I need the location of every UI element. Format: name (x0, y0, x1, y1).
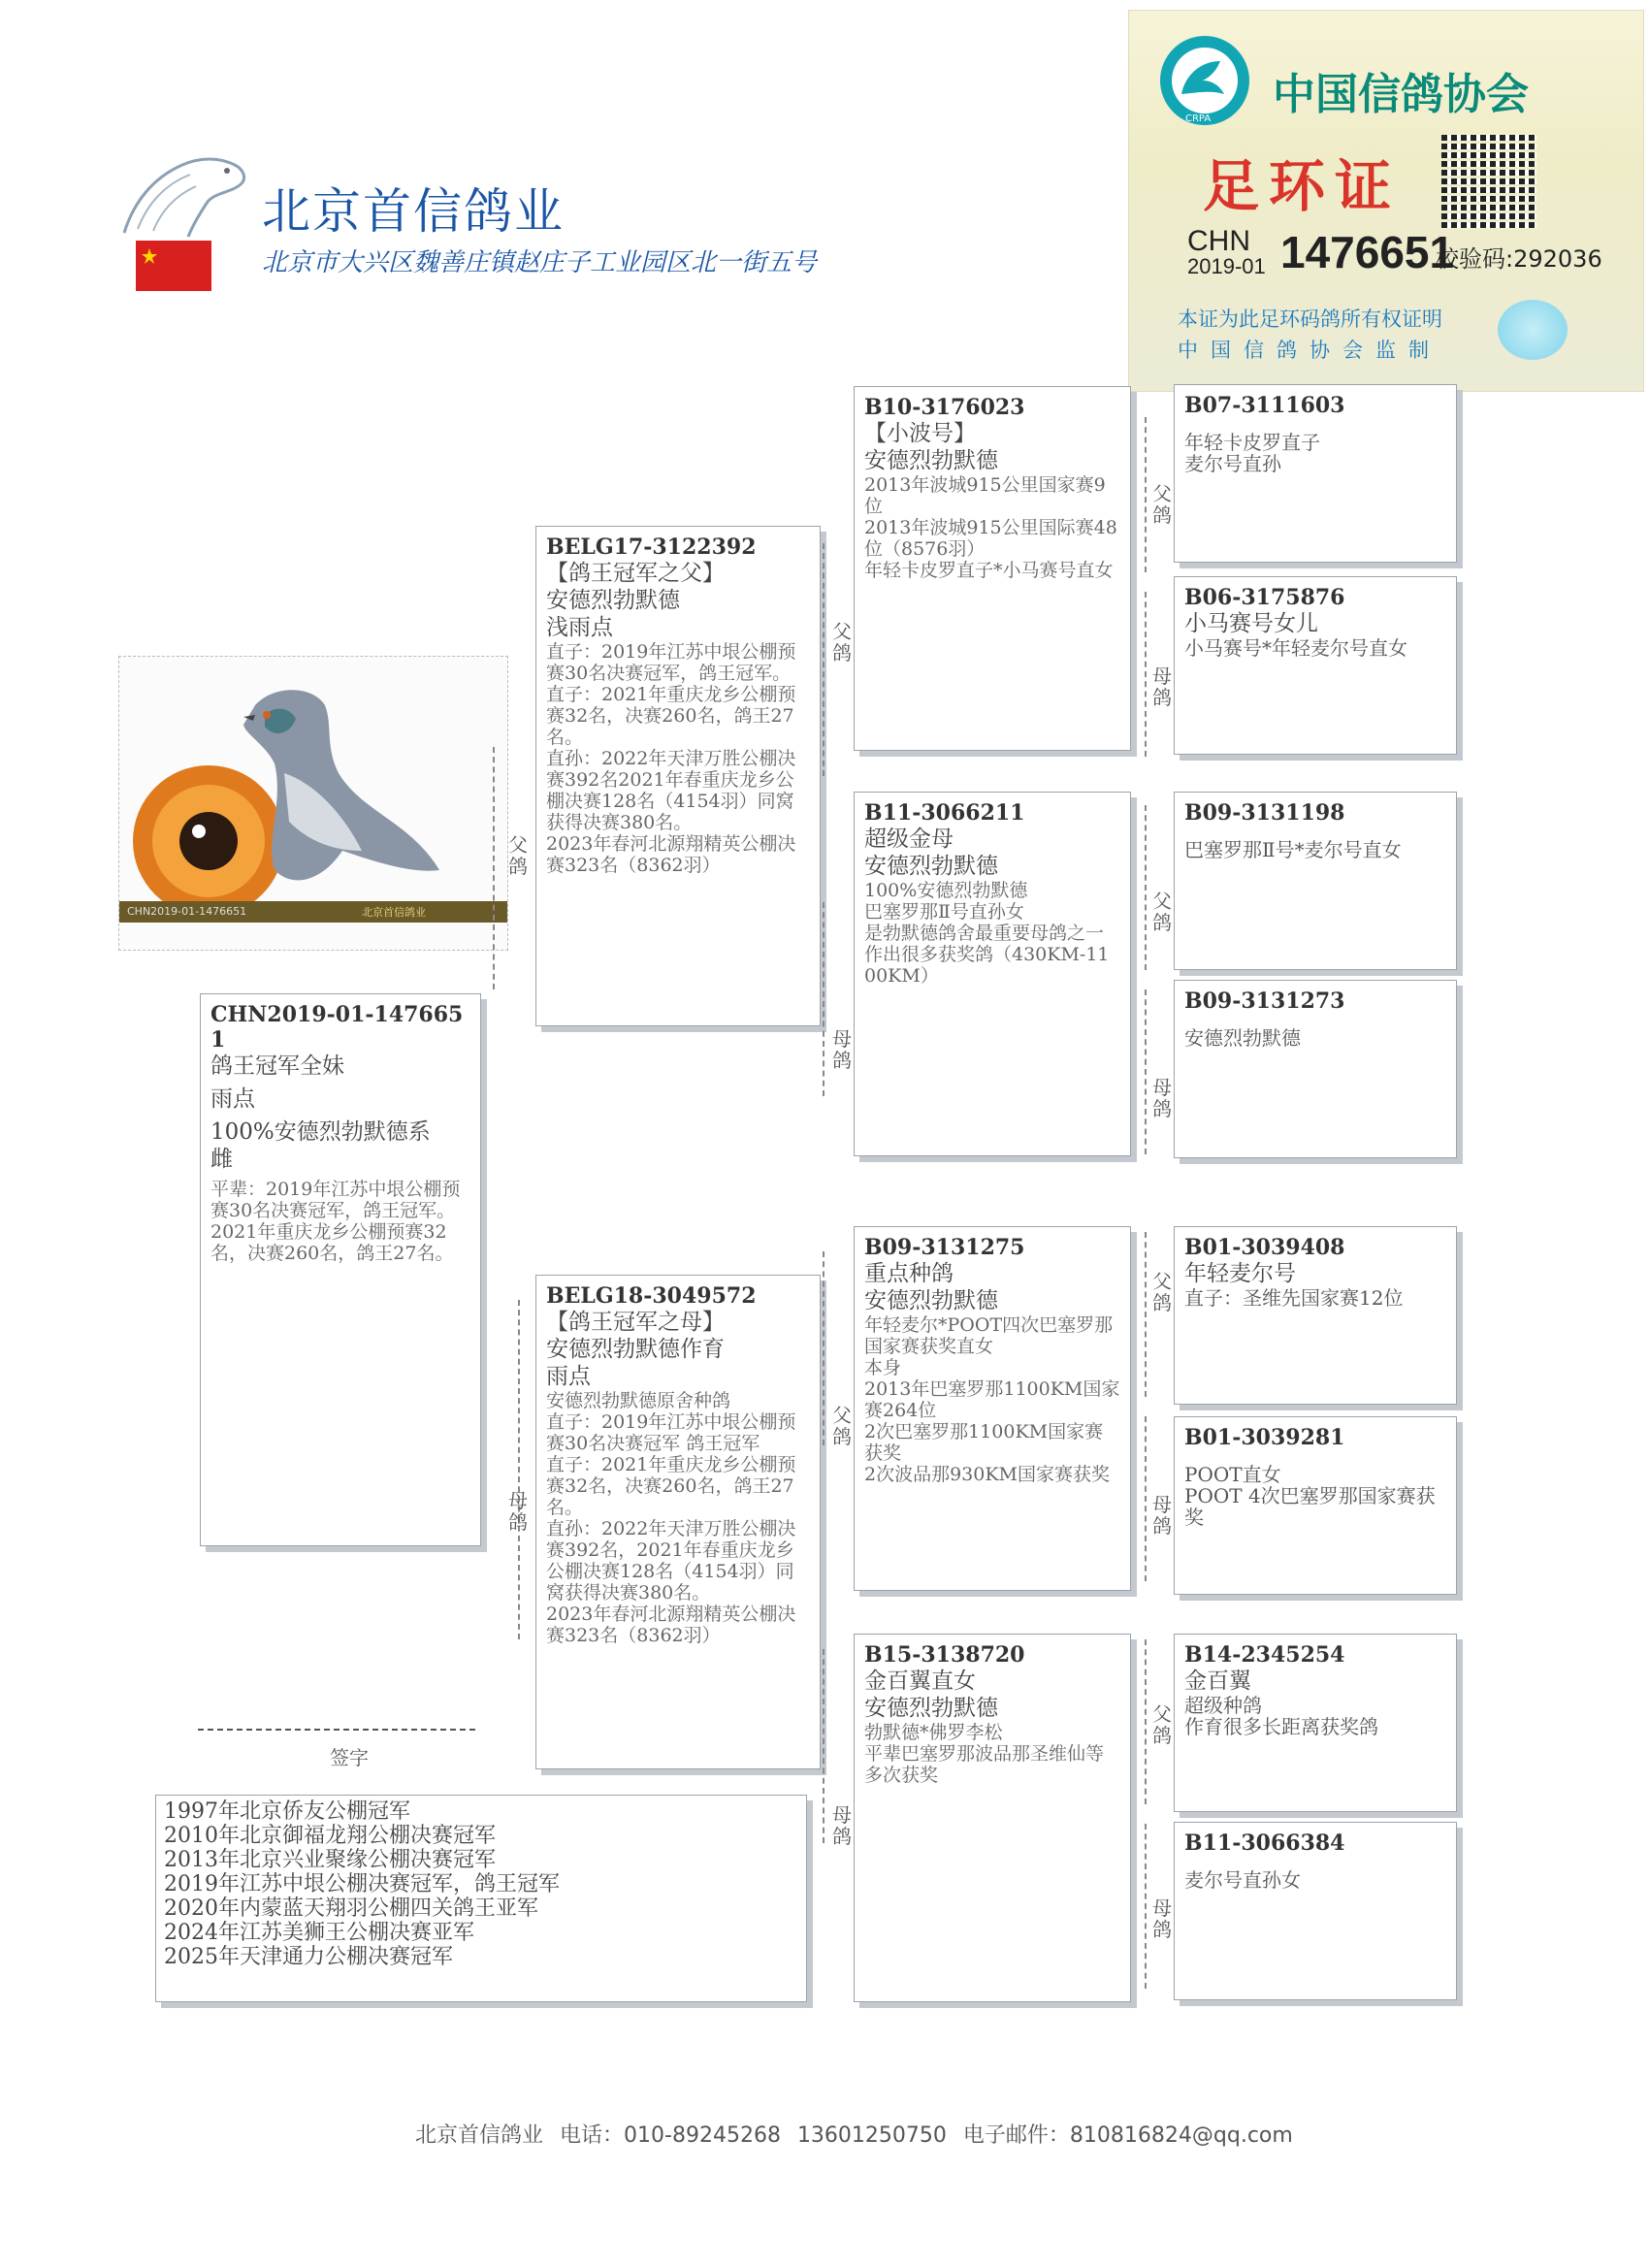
card-ring: B09-3131275 (864, 1235, 1025, 1260)
sire-ring: BELG17-3122392 (546, 535, 757, 560)
card-strain: 安德烈勃默德 (864, 854, 998, 879)
ring-country: CHN (1187, 225, 1250, 257)
connector-line (1145, 417, 1147, 572)
subject-title: 鸽王冠军全妹 (210, 1053, 344, 1079)
sire-note: 2023年春河北源翔精英公棚决赛323名（8362羽） (546, 833, 796, 876)
card-ring: B01-3039408 (1184, 1235, 1345, 1260)
connector-line (1145, 1232, 1147, 1397)
card-note: 是勃默德鸽舍最重要母鸽之一 (864, 923, 1105, 944)
company-address: 北京市大兴区魏善庄镇赵庄子工业园区北一街五号 (262, 248, 818, 277)
connector-line (823, 543, 824, 776)
dam-sire-dam-card (1174, 1416, 1457, 1595)
card-note: 2013年波城915公里国际赛48位（8576羽） (864, 517, 1117, 560)
sire-strain: 安德烈勃默德 (546, 588, 680, 613)
pigeon-logo-icon (114, 144, 250, 241)
dam-note: 直子：2021年重庆龙乡公棚预赛32名，决赛260名，鸽王27名。 (546, 1454, 796, 1518)
dam-ring: BELG18-3049572 (546, 1283, 757, 1309)
card-note: 巴塞罗那Ⅱ号直孙女 (864, 901, 1024, 923)
footer-phone-label: 电话： (560, 2123, 625, 2148)
card-note: 巴塞罗那Ⅱ号*麦尔号直女 (1184, 838, 1402, 861)
card-note: 2013年波城915公里国家赛9位 (864, 474, 1106, 517)
connector-line (493, 747, 495, 989)
card-title (1184, 1856, 1446, 1869)
sire-note: 直子：2021年重庆龙乡公棚预赛32名，决赛260名，鸽王27名。 (546, 684, 796, 748)
check-code-value: 292036 (1513, 245, 1602, 273)
card-strain: 安德烈勃默德 (864, 1696, 998, 1721)
card-title: 小马赛号女儿 (1184, 611, 1318, 636)
connector-line (1145, 989, 1147, 1154)
card-note: POOT 4次巴塞罗那国家赛获奖 (1184, 1484, 1436, 1529)
dam-color: 雨点 (546, 1364, 591, 1389)
check-code (1436, 240, 1602, 274)
signature-line (198, 1729, 475, 1731)
sire-dam-sire-card (1174, 792, 1457, 970)
card-note: 作育很多长距离获奖鸽 (1184, 1715, 1378, 1738)
china-flag-icon (136, 241, 211, 291)
card-title (1184, 826, 1446, 839)
card-note: 小马赛号*年轻麦尔号直女 (1184, 636, 1407, 660)
dam-label: 母鸽 (832, 1803, 852, 1848)
card-title: 【小波号】 (864, 421, 976, 446)
card-note: 年轻卡皮罗直子*小马赛号直女 (864, 560, 1114, 581)
connector-line (823, 902, 824, 1096)
certificate-title: 足环证 (1203, 153, 1402, 219)
sire-sire-dam-card (1174, 576, 1457, 755)
pigeon-photo (118, 656, 508, 951)
sire-label: 父鸽 (1152, 1702, 1172, 1747)
footer-phone-1: 010-89245268 (624, 2123, 781, 2148)
card-note: 麦尔号直孙 (1184, 452, 1281, 475)
card-title: 重点种鸽 (864, 1261, 954, 1286)
honor-item: 2020年内蒙蓝天翔羽公棚四关鸽王亚军 (164, 1896, 538, 1921)
footer-email-label: 电子邮件： (962, 2123, 1070, 2148)
dam-label: 母鸽 (1152, 1896, 1172, 1941)
subject-strain: 100%安德烈勃默德系 (210, 1119, 431, 1145)
sire-label: 父鸽 (1152, 1270, 1172, 1314)
card-note: 2013年巴塞罗那1100KM国家赛264位 (864, 1378, 1120, 1421)
card-ring: B09-3131198 (1184, 800, 1345, 826)
subject-sex: 雌 (210, 1147, 233, 1172)
ring-number: 1476651 (1280, 227, 1455, 277)
sire-card (535, 526, 821, 1026)
footer-email: 810816824@qq.com (1069, 2123, 1293, 2148)
card-note: 100%安德烈勃默德 (864, 880, 1028, 901)
crpa-logo-icon (1156, 32, 1253, 129)
qr-code-icon (1441, 133, 1536, 228)
dam-dam-card (854, 1634, 1131, 2002)
honor-item: 2010年北京御福龙翔公棚决赛冠军 (164, 1824, 496, 1848)
card-note: 超级种鸽 (1184, 1694, 1262, 1717)
sire-dam-dam-card (1174, 980, 1457, 1158)
card-note: 勃默德*佛罗李松 (864, 1722, 1003, 1743)
card-ring: B15-3138720 (864, 1642, 1025, 1668)
honor-item: 2025年天津通力公棚决赛冠军 (164, 1945, 453, 1969)
photo-caption: CHN2019-01-1476651 (127, 905, 247, 918)
signature-label: 签字 (330, 1746, 369, 1769)
check-code-label: 校验码: (1436, 245, 1514, 273)
honor-item: 1997年北京侨友公棚冠军 (164, 1799, 410, 1824)
connector-line (1145, 592, 1147, 757)
subject-note-2: 2021年重庆龙乡公棚预赛32名，决赛260名，鸽王27名。 (210, 1221, 454, 1264)
dam-label: 母鸽 (1152, 1076, 1172, 1120)
card-note: 直子：圣维先国家赛12位 (1184, 1286, 1404, 1310)
sire-sire-sire-card (1174, 384, 1457, 563)
dam-label: 母鸽 (1152, 1493, 1172, 1538)
sire-label: 父鸽 (508, 833, 528, 878)
photo-banner: 北京首信鸽业 (362, 906, 426, 919)
sire-title: 【鸽王冠军之父】 (546, 561, 725, 586)
association-name: 中国信鸽协会 (1273, 70, 1529, 119)
card-title (1184, 1014, 1446, 1027)
footer-company: 北京首信鸽业 (415, 2123, 544, 2148)
card-ring: B07-3111603 (1184, 393, 1345, 418)
dam-note: 2023年春河北源翔精英公棚决赛323名（8362羽） (546, 1604, 796, 1646)
card-note: 作出很多获奖鸽（430KM-1100KM） (864, 944, 1110, 987)
card-strain: 安德烈勃默德 (864, 1288, 998, 1313)
subject-ring: CHN2019-01-1476651 (210, 1002, 464, 1053)
card-ring: B11-3066384 (1184, 1831, 1345, 1856)
card-note: 麦尔号直孙女 (1184, 1868, 1301, 1892)
hologram-seal-icon (1498, 300, 1568, 360)
connector-line (823, 1251, 824, 1445)
card-note: 年轻卡皮罗直子 (1184, 431, 1320, 454)
card-title (1184, 1450, 1446, 1464)
card-note: 安德烈勃默德 (1184, 1026, 1301, 1050)
card-ring: B09-3131273 (1184, 988, 1345, 1014)
card-note: 平辈巴塞罗那波品那圣维仙等多次获奖 (864, 1743, 1105, 1786)
sire-sire-card (854, 386, 1131, 751)
card-note: 2次波品那930KM国家赛获奖 (864, 1464, 1111, 1485)
dam-dam-sire-card (1174, 1634, 1457, 1812)
honors-list (155, 1795, 807, 2002)
dam-note: 安德烈勃默德原舍种鸽 (546, 1390, 731, 1411)
honor-item: 2013年北京兴业聚缘公棚决赛冠军 (164, 1848, 496, 1872)
dam-sire-sire-card (1174, 1226, 1457, 1405)
dam-label: 母鸽 (1152, 664, 1172, 709)
connector-line (1145, 1824, 1147, 1989)
dam-label: 母鸽 (832, 1027, 852, 1072)
dam-dam-dam-card (1174, 1822, 1457, 2000)
certificate-footer-2: 中国信鸽协会监制 (1178, 339, 1441, 362)
card-note: 本身 (864, 1357, 902, 1378)
sire-label: 父鸽 (1152, 890, 1172, 934)
crpa-abbr: CRPA (1185, 113, 1212, 124)
card-note: 2次巴塞罗那1100KM国家赛获奖 (864, 1421, 1104, 1464)
subject-note-1: 平辈：2019年江苏中垠公棚预赛30名决赛冠军，鸽王冠军。 (210, 1179, 461, 1221)
dam-label: 母鸽 (508, 1489, 528, 1534)
dam-title: 【鸽王冠军之母】 (546, 1310, 725, 1335)
subject-bird-card (200, 993, 481, 1546)
card-ring: B10-3176023 (864, 395, 1025, 420)
subject-color: 雨点 (210, 1086, 255, 1112)
dam-strain: 安德烈勃默德作育 (546, 1337, 725, 1362)
ring-certificate (1128, 10, 1644, 392)
connector-line (1145, 1639, 1147, 1804)
card-title (1184, 418, 1446, 432)
connector-line (1145, 1416, 1147, 1581)
sire-note: 直子：2019年江苏中垠公棚预赛30名决赛冠军，鸽王冠军。 (546, 641, 796, 684)
dam-sire-card (854, 1226, 1131, 1591)
sire-label: 父鸽 (1152, 482, 1172, 527)
company-name: 北京首信鸽业 (262, 183, 565, 240)
card-title: 超级金母 (864, 826, 954, 852)
sire-color: 浅雨点 (546, 615, 613, 640)
sire-note: 直孙：2022年天津万胜公棚决赛392名2021年春重庆龙乡公棚决赛128名（4154羽）同窝获得决赛380名。 (546, 748, 796, 833)
dam-note: 直孙：2022年天津万胜公棚决赛392名，2021年春重庆龙乡公棚决赛128名（4154羽）同窝获得决赛380名。 (546, 1518, 796, 1604)
card-ring: B06-3175876 (1184, 585, 1345, 610)
card-title: 金百翼直女 (864, 1669, 976, 1694)
card-note: 年轻麦尔*POOT四次巴塞罗那国家赛获奖直女 (864, 1314, 1114, 1357)
certificate-footer-1: 本证为此足环码鸽所有权证明 (1178, 308, 1442, 331)
card-title: 年轻麦尔号 (1184, 1261, 1296, 1286)
card-strain: 安德烈勃默德 (864, 448, 998, 473)
connector-line (823, 1649, 824, 1843)
card-ring: B11-3066211 (864, 800, 1025, 826)
ring-year-area: 2019-01 (1187, 254, 1266, 278)
footer-phone-2: 13601250750 (796, 2123, 947, 2148)
page-footer (415, 2119, 1293, 2149)
connector-line (518, 1300, 520, 1639)
honor-item: 2024年江苏美狮王公棚决赛亚军 (164, 1921, 474, 1945)
card-ring: B14-2345254 (1184, 1642, 1345, 1668)
card-title: 金百翼 (1184, 1669, 1251, 1694)
dam-note: 直子：2019年江苏中垠公棚预赛30名决赛冠军 鸽王冠军 (546, 1411, 796, 1454)
honor-item: 2019年江苏中垠公棚决赛冠军，鸽王冠军 (164, 1872, 560, 1896)
photo-caption-bar (119, 901, 507, 923)
card-ring: B01-3039281 (1184, 1425, 1345, 1450)
connector-line (1145, 805, 1147, 970)
card-note: POOT直女 (1184, 1463, 1281, 1486)
sire-label: 父鸽 (832, 620, 852, 664)
sire-dam-card (854, 792, 1131, 1156)
sire-label: 父鸽 (832, 1404, 852, 1448)
dam-card (535, 1275, 821, 1769)
